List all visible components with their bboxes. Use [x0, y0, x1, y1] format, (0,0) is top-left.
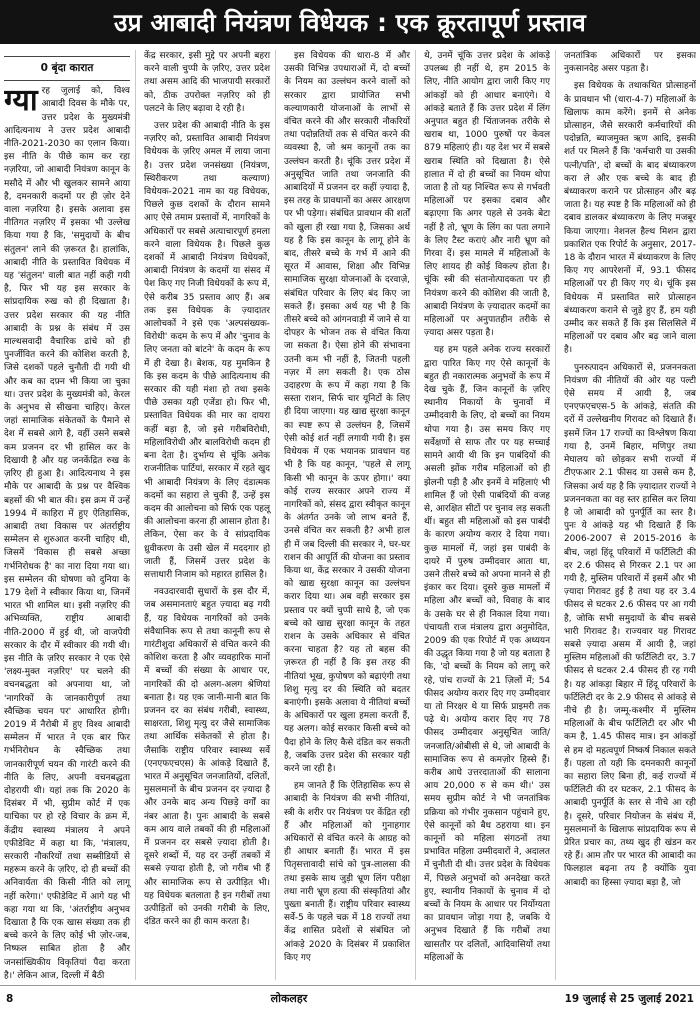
byline: 0 बृंदा कारात [4, 56, 130, 81]
column-5 [564, 50, 696, 980]
paragraph: इस विधेयक के तथाकथित प्रोत्साहनों के प्रावधान भी (धारा-4-7) महिलाओं के खिलाफ काम करेंगे। इनमें से अनेक प्रोत्साहन, जैसे सरकारी कर्मचारियों की पदोन्नति, ब्याजमुक्त ऋण आदि, इसकी शर्त पर मिलने हैं कि 'कर्मचारी या उसकी पत्नी/पति', दो बच्चों के बाद बंध्याकरण करा ले और एक बच्चे के बाद ही बंध्याकरण कराने पर प्रोत्साहन और बढ़ जाता है। यह स्पष्ट है कि महिलाओं को ही दबाव डालकर बंध्याकरण के लिए मजबूर किया जाएगा। नेशनल हैल्थ मिशन द्वारा प्रकाशित एक रिपोर्ट के अनुसार, 2017-18 के दौरान भारत में बंध्याकरण के लिए किए गए आपरेशनों में, 93.1 फीसद महिलाओं पर ही किए गए थे। चूंकि इस विधेयक में प्रस्तावित सारे प्रोत्साहन बंध्याकरण कराने से जुड़े हुए हैं, हम यही उम्मीद कर सकते हैं कि इस सिलसिले में महिलाओं पर दबाव और बढ़ जाने वाला है। [564, 81, 696, 356]
headline-banner [0, 0, 700, 44]
paragraph: उत्तर प्रदेश की आबादी नीति के इस नज़रिए को, प्रस्तावित आबादी नियंत्रण विधेयक के ज़रिए अमल में लाया जाना है। उत्तर प्रदेश जनसंख्या (नियंत्रण, स्थिरीकरण तथा कल्याण) विधेयक-2021 नाम का यह विधेयक, पिछले कुछ दशकों के दौरान सामने आए ऐसे तमाम प्रस्तावों में, नागरिकों के अधिकारों पर सबसे अत्याचारपूर्ण हमला करने वाला विधेयक है। पिछले कुछ दशकों में आबादी नियंत्रण विधेयकों, आबादी नियंत्रण के कदमों या संसद में पेश किए गए निजी विधेयकों के रूप में, ऐसे करीब 35 प्रस्ताव आए हैं। अब तक इस विधेयक के ज़्यादातर आलोचकों ने इसे एक 'अल्पसंख्यक-विरोधी' कदम के रूप में और 'चुनाव के लिए जनता को बांटने' के कदम के रूप में ही देखा है। बेशक, यह मुमकिन है कि इस कदम के पीछे आदित्यनाथ की सरकार की यही मंशा हो तथा इसके पीछे उसका यही एजेंडा हो। फिर भी, प्रस्तावित विधेयक की मार का दायरा कहीं बड़ा है, जो इसे गरीबविरोधी, महिलाविरोधी और बालविरोधी कदम ही बना देता है। दुर्भाग्य से चूंकि अनेक राजनीतिक पार्टियां, सरकार में रहते खुद भी आबादी नियंत्रण के लिए दंडात्मक कदमों का सहारा ले चुकी हैं, उन्हें इस कदम की आलोचना को सिर्फ एक पहलू की आलोचना करना ही आसान होता है। लेकिन, ऐसा कर के वे सांप्रदायिक ध्रुवीकरण के उसी खेल में मददगार हो जाती हैं, जिसमें उत्तर प्रदेश के सत्ताधारी निजाम को महारत हासिल है। [144, 121, 270, 580]
page-footer [0, 985, 700, 1011]
column-4 [424, 50, 556, 980]
column-2 [144, 50, 276, 980]
page-number: 8 [6, 992, 14, 1005]
publication-name: लोकलहर [270, 992, 308, 1005]
paragraph: पुनरुत्पादन अधिकारों से, प्रजननकता नियंत्रण की नीतियों की ओर यह पल्टी ऐसे समय में आयी है, जब एनएफएचएस-5 के आंकड़े, संतति की दरों में उल्लेखनीय गिरावट को दिखाते हैं। इसमें जिन 17 राज्यों का विश्लेषण किया गया है, उनमें बिहार, मणिपुर तथा मेघालय को छोड़कर सभी राज्यों में टीएफआर 2.1 फीसद या उससे कम है, जिसका अर्थ यह है कि ज़्यादातर राज्यों ने प्रजननकता का वह स्तर हासिल कर लिया है जो आबादी को पुनर्पूर्ति का स्तर है। पुनः ये आंकड़े यह भी दिखाते हैं कि 2006-2007 से 2015-2016 के बीच, जहां हिंदू परिवारों में फर्टिलिटी की दर 2.6 फीसद से गिरकर 2.1 पर आ गयी है, मुस्लिम परिवारों में इसमें और भी ज़्यादा गिरावट हुई है तथा यह दर 3.4 फीसद से घटकर 2.6 फीसद पर आ गयी है, जोकि सभी समुदायों के बीच सबसे भारी गिरावट है। राज्यवार यह गिरावट सबसे ज़्यादा असम में आयी है, जहां मुस्लिम महिलाओं की फर्टिलिटी दर, 3.7 फीसद से घटकर 2.4 फीसद ही रह गयी है। यह आंकड़ा बिहार में हिंदू परिवारों के फर्टिलिटी दर के 2.9 फीसद से आंकड़े से नीचे ही है। जम्मू-कश्मीर में मुस्लिम महिलाओं के बीच फर्टिलिटी दर और भी कम है, 1.45 फीसद मात्र। इन आंकड़ों से हम दो महत्वपूर्ण निष्कर्ष निकाल सकते हैं। पहला तो यही कि दमनकारी कानूनों का सहारा लिए बिना ही, कई राज्यों में फर्टिलिटी की दर घटकर, 2.1 फीसद के आबादी पुनर्पूर्ति के स्तर से नीचे आ रही है। दूसरे, परिवार नियोजन के संबंध में, मुसलमानों के खिलाफ सांप्रदायिक रूप से प्रेरित प्रचार का, तथ्य खुद ही खंडन कर रहे हैं। आम तौर पर भारत की आबादी का फिलहाल बढ़ना तय है क्योंकि युवा आबादी का हिस्सा ज़्यादा बड़ा है, जो [564, 362, 696, 888]
column-1 [4, 50, 136, 980]
headline: उप्र आबादी नियंत्रण विधेयक : एक क्रूरतापूर्ण प्रस्ताव [114, 7, 586, 37]
issue-date: 19 जुलाई से 25 जुलाई 2021 [564, 992, 694, 1005]
paragraph [4, 85, 130, 980]
paragraph: नवउदारवादी सुधारों के इस दौर में, जब असमानताएं बहुत ज़्यादा बढ़ गयी हैं, यह विधेयक नागरिकों को उनके संवैधानिक रूप से तथा कानूनी रूप से गारंटीशुदा अधिकारों से वंचित करने की कोशिश करता है और व्यवहारिक मानों में बच्चों की संख्या के आधार पर, नागरिकों की दो अलग-अलग श्रेणियां बनाता है। यह एक जानी-मानी बात कि प्रजनन दर का संबंध गरीबी, स्वास्थ्य, साक्षरता, शिशु मृत्यु दर जैसे सामाजिक तथा आर्थिक संकेतकों से होता है। जैसाकि राष्ट्रीय परिवार स्वास्थ्य सर्वे (एनएफएचएस) के आंकड़े दिखाते हैं, भारत में अनुसूचित जनजातियों, दलितों, मुसलमानों के बीच प्रजनन दर ज़्यादा है और उनके बाद अन्य पिछड़े वर्गों का नंबर आता है। पुनः आबादी के सबसे कम आय वाले तबकों की ही महिलाओं में प्रजनन दर सबसे ज़्यादा होती है। दूसरे शब्दों में, यह दर उन्हीं तबकों में सबसे ज़्यादा होती है, जो गरीब भी हैं और सामाजिक रूप से उत्पीड़ित भी। यह विधेयक बतलाता है इन गरीबों तथा उत्पीड़ितों को उनकी गरीबी के लिए, दंडित करने का ही काम करता है। [144, 587, 270, 928]
paragraph: थे, उनमें चूंकि उत्तर प्रदेश के आंकड़े उपलब्ध ही नहीं थे, हम 2015 के लिए, नीति आयोग द्वारा जारी किए गए आंकड़ों को ही आधार बनाएंगे। ये आंकड़े बताते हैं कि उत्तर प्रदेश में लिंग अनुपात बहुत ही चिंताजनक तरीके से खराब था, 1000 पुरुषों पर केवल 879 महिलाएं ही। यह देश भर में सबसे खराब स्थिति को दिखाता है। ऐसे हालात में दो ही बच्चों का नियम थोपा जाता है तो यह निश्चित रूप से गर्भवती महिलाओं पर इसका दबाव और बढ़ाएगा कि अगर पहले से उनके बेटा नहीं है तो, भ्रूण के लिंग का पता लगाने के लिए टैस्ट कराएं और नारी भ्रूण को गिरवा दें। इस मामले में महिलाओं के लिए शायद ही कोई विकल्प होता है। चूंकि स्त्री की संतानोत्पादकता पर ही नियंत्रण करने की कोशिश की जाती है, आबादी नियंत्रण के ज़्यादातर कदमों का महिलाओं पर अनुपातहीन तरीके से ज़्यादा असर पड़ता है। [424, 51, 550, 339]
paragraph: केंद्र सरकार, इसी मुद्दे पर अपनी बहरा करने वाली चुप्पी के ज़रिए, उत्तर प्रदेश तथा असम आदि की भाजपायी सरकारों को, ठीक उपरोक्त नज़रिए को ही पलटने के लिए बढ़ावा दे रही है। [144, 51, 270, 114]
column-3 [284, 50, 416, 980]
paragraph: हम जानते हैं कि ऐतिहासिक रूप से आबादी के नियंत्रण की सभी नीतियां, स्त्री के शरीर पर नियंत्रण पर केंद्रित रही हैं और महिलाओं को गुनाहगार अधिकारों से वंचित करने के आग्रह को ही आधार बनाती हैं। भारत में इस पितृसत्तावादी सांचे को पुत्र-लालसा की तथा इसके साथ जुड़ी भ्रूण लिंग परीक्षा तथा नारी भ्रूण हत्या की संस्कृतियां और पुख्ता बनाती हैं। राष्ट्रीय परिवार स्वास्थ्य सर्वे-5 के पहले चक्र में 18 राज्यों तथा केंद्र शासित प्रदेशों से संबंधित जो आंकड़े 2020 के दिसंबर में प्रकाशित किए गए [284, 781, 410, 963]
paragraph: इस विधेयक की धारा-8 में और उसकी विभिन्न उपधाराओं में, दो बच्चों के नियम का उल्लंघन करने वालों को सरकार द्वारा प्रायोजित सभी कल्याणकारी योजनाओं के लाभों से वंचित करने की और सरकारी नौकरियों तथा पदोन्नतियों तक से वंचित करने की व्यवस्था है, जो श्रम कानूनों तक का उल्लंघन करती है। चूंकि उत्तर प्रदेश में अनुसूचित जाति तथा जनजाति की आबादियों में प्रजनन दर कहीं ज़्यादा है, इस तरह के प्रावधानों का असर आरक्षण पर भी पड़ेगा। संबंधित प्रावधान की शर्तों को खुला ही रखा गया है, जिसका अर्थ यह है कि इस कानून के लागू होने के बाद, तीसरे बच्चे के गर्भ में आने की सूरत में आवास, शिक्षा और विभिन्न सामाजिक सुरक्षा योजनाओं के दरवाज़े, संबंधित परिवार के लिए बंद किए जा सकते हैं। इसका अर्थ यह भी है कि तीसरे बच्चे को आंगनवाड़ी में जाने से या दोपहर के भोजन तक से वंचित किया जा सकता है। ऐसा होने की संभावना उतनी कम भी नहीं है, जितनी पहली नज़र में लग सकती है। एक ठोस उदाहरण के रूप में कहा गया है कि सस्ता राशन, सिर्फ चार यूनिटों के लिए ही दिया जाएगा। यह खाद्य सुरक्षा कानून का स्पष्ट रूप से उल्लंघन है, जिसमें ऐसी कोई शर्त नहीं लगायी गयी है। इस विधेयक में एक भयानक प्रावधान यह भी है कि यह कानून, 'पहले से लागू किसी भी कानून के ऊपर होगा।' क्या कोई राज्य सरकार अपने राज्य में नागरिकों को, संसद द्वारा स्वीकृत कानून के अंतर्गत उनके जो लाभ बनते हैं, उनसे वंचित कर सकती है? अभी हाल ही में जब दिल्ली की सरकार ने, घर-घर राशन की आपूर्ति की योजना का प्रस्ताव किया था, केंद्र सरकार ने उसकी योजना को खाद्य सुरक्षा कानून का उल्लंघन करार दिया था। अब वही सरकार इस प्रस्ताव पर क्यों चुप्पी साधे है, जो एक बच्चे को खाद्य सुरक्षा कानून के तहत राशन के उसके अधिकार से वंचित करना चाहता है? यह तो बहस की ज़रूरत ही नहीं है कि इस तरह की नीतियां भूख, कुपोषण को बढ़ाएंगी तथा शिशु मृत्यु दर की स्थिति को बदतर बनाएंगी। इसके अलावा ये नीतियां बच्चों के अधिकारों पर खुला हमला करती हैं, यह अलग। कोई सरकार किसी बच्चे को पैदा होने के लिए कैसे दंडित कर सकती है, जबकि उत्तर प्रदेश की सरकार यही करने जा रही है। [284, 51, 410, 774]
paragraph: जनतांत्रिक अधिकारों पर इसका नुकसानदेह असर पड़ता है। [564, 51, 696, 75]
drop-cap: ग्या [4, 83, 38, 119]
article-body [4, 50, 696, 980]
paragraph: यह हम पहले अनेक राज्य सरकारों द्वारा पारित किए गए ऐसे कानूनों के बहुत ही नकारात्मक अनुभवों के रूप में देख चुके हैं, जिन कानूनों के ज़रिए स्थानीय निकायों के चुनावों में उम्मीदवारी के लिए, दो बच्चों का नियम थोपा गया है। उस समय किए गए सर्वेक्षणों से साफ तौर पर यह सच्चाई सामने आयी थी कि इन पाबंदियों की असली झोंक गरीब महिलाओं को ही झेलनी पड़ी है और इनमें वे महिलाएं भी शामिल हैं जो ऐसी पाबंदियों की वजह से, आरक्षित सीटों पर चुनाव लड़ सकती थीं। बहुत सी महिलाओं को इस पाबंदी के कारण अयोग्य करार दे दिया गया। कुछ मामलों में, जहां इस पाबंदी के दायरे में पुरुष उम्मीदवार आता था, उसने तीसरे बच्चे को अपना मानने से ही इंकार कर दिया। दूसरे कुछ मामलों में महिला और बच्चों को, विवाह के बाद के उसके घर से ही निकाल दिया गया। पंचायती राज मंत्रालय द्वारा अनुमोदित, 2009 की एक रिपोर्ट में एक अध्ययन की उद्धृत किया गया है जो यह बताता है कि, 'दो बच्चों के नियम को लागू करे रहे, पांच राज्यों के 21 ज़िलों में; 54 फीसद अयोग्य करार दिए गए उम्मीदवार या तो निरक्षर थे या सिर्फ प्राइमरी तक पढ़े थे। अयोग्य करार दिए गए 78 फीसद उम्मीदवार अनुसूचित जाति/ जनजाति/ओबीसी से थे, जो आबादी के सामाजिक रूप से कमज़ोर हिस्से हैं। करीब आधे उत्तरदाताओं की सालाना आय 20,000 रु से कम थी।' उस समय सुप्रीम कोर्ट ने भी जनतांत्रिक प्रक्रिया को गंभीर नुकसान पहुंचाने हुए, ऐसे कानूनों को बैध ठहराया था। इन कानूनों को महिला संगठनों तथा प्रभावित महिला उम्मीदवारों ने, अदालत में चुनौती दी थी। उत्तर प्रदेश के विधेयक में, पिछले अनुभवों को अनदेखा करते हुए, स्थानीय निकायों के चुनाव में दो बच्चों के नियम के आधार पर निर्योग्यता का प्रावधान जोड़ा गया है, जबकि ये अनुभव दिखाते हैं कि गरीबों तथा खासतौर पर दलितों, आदिवासियों तथा महिलाओं के [424, 345, 550, 963]
paragraph-text: रह जुलाई को, विश्व आबादी दिवस के मौके पर, उत्तर प्रदेश के मुख्यमंत्री आदित्यनाथ ने उत्तर प्रदेश आबादी नीति-2021-2030 का एलान किया। इस नीति के पीछे काम कर रहा नज़रिया, जो आबादी नियंत्रण कानून के मसौदे में और भी खुलकर सामने आया है, दमनकारी कदमों पर ही ज़ोर देने वाला नज़रिया है। इसके अलावा इस नीतिगत नज़रिए में इसका भी उल्लेख किया गया है कि, 'समुदायों के बीच संतुलन' लाने की ज़रूरत है। हालांकि, आबादी नीति के प्रस्तावित विधेयक में यह 'संतुलन' वाली बात नहीं कही गयी है, फिर भी यह इस सरकार के सांप्रदायिक रुख को ही दिखाता है। उत्तर प्रदेश सरकार की यह नीति आबादी के प्रश्न के संबंध में उस माल्थसवादी वैचारिक ढांचे को ही पुनर्जीवित करने की कोशिश करती है, जिसे दशकों पहले चुनौती दी गयी थी और कब का दफ़्न भी किया जा चुका था। उत्तर प्रदेश के मुख्यमंत्री को, केरल के अनुभव से सीखना चाहिए। केरल जहां सामाजिक संकेतकों के पैमाने से देश में सबसे आगे है, वहीं उसने सबसे कम प्रजनन दर भी हासिल कर के दिखायी है और यह जनकेंद्रित रुख के ज़रिए ही हुआ है। आदित्यनाथ ने इस मौके पर आबादी के प्रश्न पर वैश्विक बहसों की भी बात की। इस क्रम में उन्हें 1994 में काहिरा में हुए ऐतिहासिक, आबादी तथा विकास पर अंतर्राष्ट्रीय सम्मेलन से शुरुआत करनी चाहिए थी, जिसमें 'विकास ही सबसे अच्छा गर्भनिरोधक है' का नारा दिया गया था। इस सम्मेलन की घोषणा को दुनिया के 179 देशों ने स्वीकार किया था, जिनमें भारत भी शामिल था। इसी नज़रिए की अभिव्यक्ति, राष्ट्रीय आबादी नीति-2000 में हुई थी, जो वाजपेयी सरकार के दौर में स्वीकार की गयी थी। इस नीति के ज़रिए सरकार ने एक ऐसे 'लक्ष्य-मुक्त नज़रिए' पर चलने की वचनबद्धता को अपनाया था, जो 'नागरिकों के जानकारीपूर्ण तथा स्वैच्छिक चयन पर' आधारित होगी। 2019 में नैरोबी में हुए विश्व आबादी सम्मेलन में भारत ने एक बार फिर गर्भनिरोधन के स्वैच्छिक तथा जानकारीपूर्ण चयन की गारंटी करने की नीति के लिए, अपनी वचनबद्धता दोहरायी थी। यहां तक कि 2020 के दिसंबर में भी, सुप्रीम कोर्ट में एक याचिका पर हो रहे विचार के क्रम में, केंद्रीय स्वास्थ्य मंत्रालय ने अपने एफीडेविट में कहा था कि, 'मंत्रालय, सरकारी नौकरियों तथा सब्सीडियों से महरूम करने के ज़रिए, दो ही बच्चों की अनिवार्यता की किसी नीति को लागू नहीं करेगा।' एफीडेविट में आगे यह भी कहा गया था कि, 'अंतर्राष्ट्रीय अनुभव दिखाता है कि एक खास संख्या तक ही बच्चे करने के लिए कोई भी ज़ोर-जब, निष्फल साबित होता है और जनसांख्यिकीय विकृतियां पैदा करता है।' लेकिन आज, दिल्ली में बैठी [4, 86, 130, 980]
